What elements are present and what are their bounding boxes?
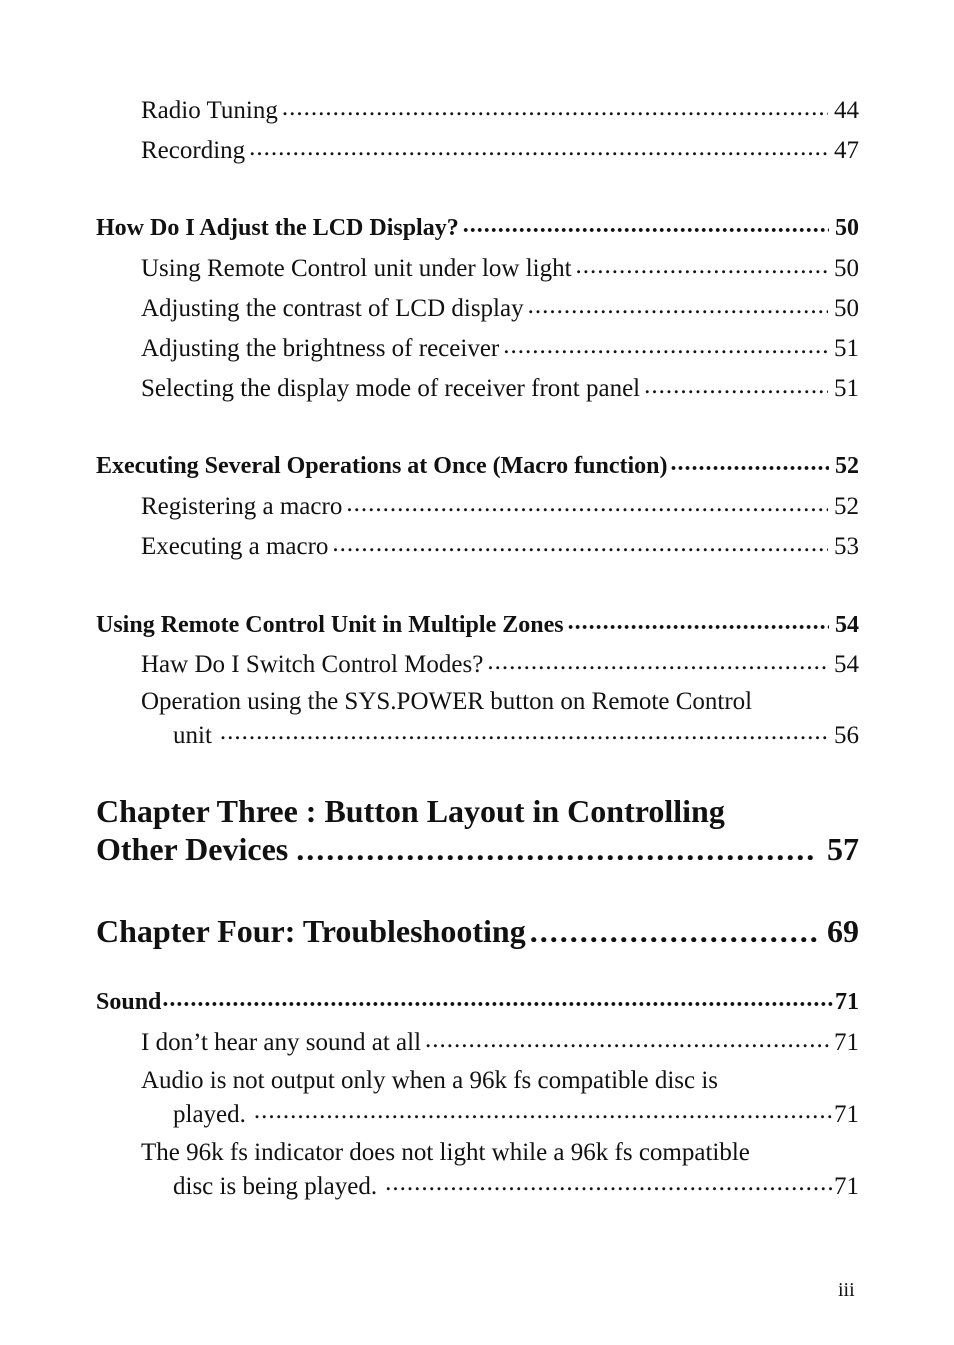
toc-chapter-three[interactable] — [96, 795, 859, 866]
toc-entry-recording[interactable] — [141, 133, 859, 166]
toc-entry-switch-control-modes[interactable] — [141, 647, 859, 680]
toc-entry-page: 52 — [834, 493, 859, 520]
toc-entry-sys-power[interactable] — [141, 686, 859, 752]
toc-entry-title: I don’t hear any sound at all — [141, 1029, 422, 1056]
toc-entry-audio-not-output[interactable] — [141, 1065, 859, 1131]
toc-entry-page: 51 — [834, 375, 859, 402]
toc-chapter-four[interactable] — [96, 910, 859, 948]
toc-chapter-title: Chapter Four: Troubleshooting — [96, 913, 526, 949]
toc-entry-title-line2-row — [141, 1169, 859, 1203]
toc-section-page: 54 — [835, 612, 859, 638]
toc-entry-display-mode[interactable] — [141, 371, 859, 404]
toc-entry-radio-tuning[interactable] — [141, 93, 859, 126]
toc-entry-page: 44 — [834, 97, 859, 124]
dot-leader — [576, 251, 828, 276]
toc-entry-title-line2: unit — [173, 722, 212, 749]
toc-entry-title-line1: The 96k fs indicator does not light while a 96k fs compatible — [141, 1139, 750, 1166]
dot-leader — [162, 985, 833, 1009]
toc-entry-lcd-contrast[interactable] — [141, 291, 859, 324]
toc-entry-page: 71 — [834, 1101, 859, 1128]
toc-chapter-page: 69 — [827, 913, 859, 949]
dot-leader — [503, 331, 828, 356]
toc-entry-page: 54 — [834, 651, 859, 678]
toc-entry-title-line2-row — [141, 718, 859, 752]
toc-entry-title: Haw Do I Switch Control Modes? — [141, 651, 484, 678]
toc-section-multiple-zones[interactable] — [96, 608, 859, 640]
toc-chapter-title-line2: Other Devices — [96, 831, 289, 867]
toc-entry-title: Registering a macro — [141, 493, 343, 520]
toc-entry-page: 53 — [834, 533, 859, 560]
toc-section-macro[interactable] — [96, 449, 859, 481]
dot-leader — [670, 449, 829, 473]
dot-leader — [254, 1097, 832, 1122]
toc-entry-registering-macro[interactable] — [141, 489, 859, 522]
toc-section-page: 71 — [835, 989, 859, 1015]
toc-entry-title-line2: played. — [173, 1101, 246, 1128]
toc-entry-executing-macro[interactable] — [141, 529, 859, 562]
dot-leader — [425, 1025, 832, 1050]
footer-page-number: iii — [838, 1279, 855, 1301]
toc-section-title: Executing Several Operations at Once (Macro function) — [96, 453, 668, 479]
toc-entry-96k-indicator[interactable] — [141, 1137, 859, 1203]
toc-section-page: 50 — [835, 215, 859, 241]
toc-entry-page: 71 — [834, 1173, 859, 1200]
dot-leader — [346, 489, 828, 514]
toc-entry-page: 47 — [834, 137, 859, 164]
toc-chapter-title-line1: Chapter Three : Button Layout in Controlling — [96, 793, 725, 829]
toc-entry-title: Executing a macro — [141, 533, 329, 560]
toc-chapter-title-line2-row — [96, 828, 859, 866]
toc-entry-low-light[interactable] — [141, 251, 859, 284]
toc-entry-page: 56 — [834, 722, 859, 749]
toc-chapter-page: 57 — [827, 831, 859, 867]
toc-entry-title: Adjusting the contrast of LCD display — [141, 295, 524, 322]
toc-entry-title-line2-row — [141, 1097, 859, 1131]
dot-leader — [568, 608, 829, 632]
toc-entry-title: Adjusting the brightness of receiver — [141, 335, 500, 362]
toc-section-page: 52 — [835, 453, 859, 479]
toc-section-sound[interactable] — [96, 985, 859, 1017]
toc-section-title: Using Remote Control Unit in Multiple Zones — [96, 612, 564, 638]
dot-leader — [296, 828, 817, 860]
toc-entry-title: Radio Tuning — [141, 97, 278, 124]
toc-entry-title-line2: disc is being played. — [173, 1173, 378, 1200]
toc-section-title: How Do I Adjust the LCD Display? — [96, 215, 459, 241]
dot-leader — [282, 93, 828, 118]
dot-leader — [487, 647, 828, 672]
toc-entry-title: Selecting the display mode of receiver front panel — [141, 375, 641, 402]
dot-leader — [332, 529, 828, 554]
toc-entry-page: 50 — [834, 255, 859, 282]
dot-leader — [644, 371, 828, 396]
toc-entry-page: 50 — [834, 295, 859, 322]
toc-section-title: Sound — [96, 989, 162, 1015]
dot-leader — [463, 211, 829, 235]
toc-entry-page: 51 — [834, 335, 859, 362]
toc-entry-title-line1: Operation using the SYS.POWER button on Remote Control — [141, 688, 753, 715]
dot-leader — [385, 1169, 832, 1194]
dot-leader — [249, 133, 828, 158]
dot-leader — [530, 910, 817, 942]
toc-entry-title: Using Remote Control unit under low light — [141, 255, 572, 282]
toc-section-lcd-display[interactable] — [96, 211, 859, 243]
toc-entry-title-line1: Audio is not output only when a 96k fs compatible disc is — [141, 1067, 719, 1094]
dot-leader — [220, 718, 828, 743]
toc-entry-page: 71 — [834, 1029, 859, 1056]
toc-entry-no-sound[interactable] — [141, 1025, 859, 1058]
toc-entry-receiver-brightness[interactable] — [141, 331, 859, 364]
toc-entry-title: Recording — [141, 137, 246, 164]
dot-leader — [528, 291, 828, 316]
